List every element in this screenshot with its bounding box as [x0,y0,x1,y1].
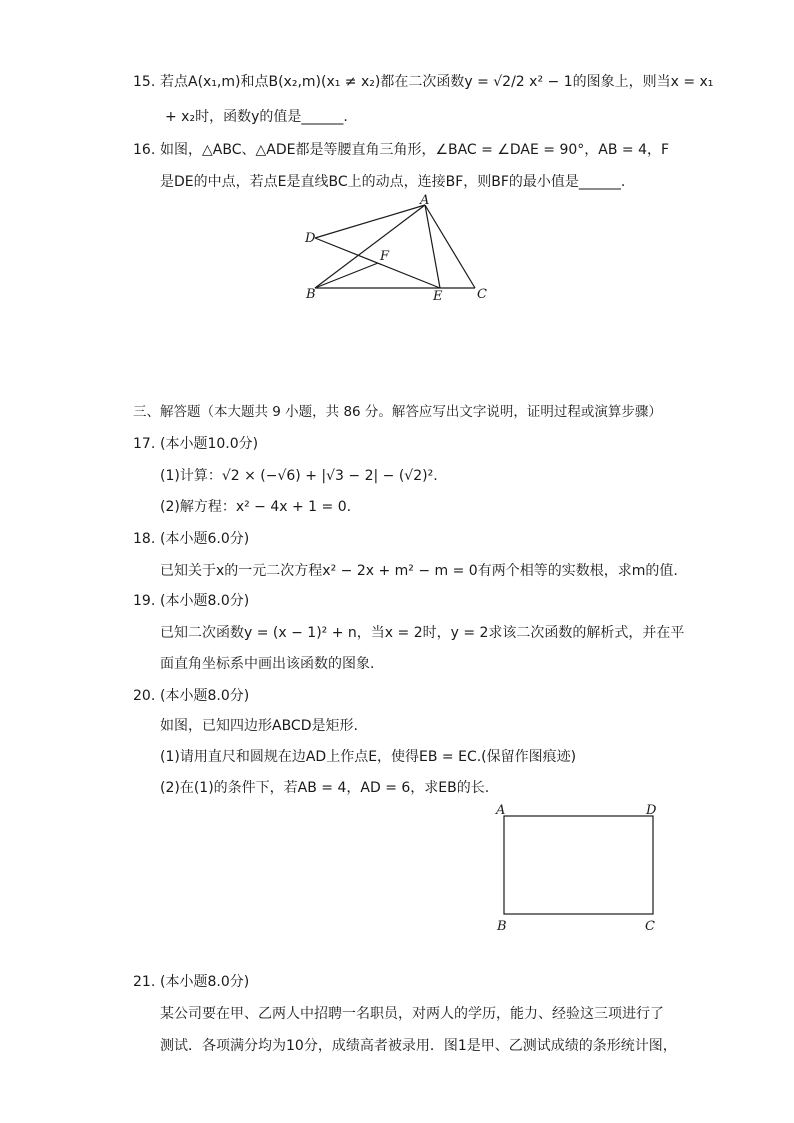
question-number: 15. [133,74,156,90]
label-D: D [305,231,316,246]
question-text: 如图，△ABC、△ADE都是等腰直角三角形，∠BAC = ∠DAE = 90°，AB = 4，F [160,142,670,158]
question-part: (1)请用直尺和圆规在边AD上作点E，使得EB = EC.(保留作图痕迹) [160,749,577,765]
question-text: 已知二次函数y = (x − 1)² + n，当x = 2时，y = 2求该二次函数的解析式，并在平 [160,625,685,641]
label-D: D [646,803,657,818]
question-score: (本小题8.0分) [160,688,250,704]
question-text: + x₂时，函数y的值是______. [165,109,348,125]
triangle-figure [300,192,500,307]
question-part: (2)在(1)的条件下，若AB = 4，AD = 6，求EB的长. [160,780,490,796]
question-score: (本小题6.0分) [160,531,250,547]
question-text: 某公司要在甲、乙两人中招聘一名职员，对两人的学历，能力、经验这三项进行了 [160,1006,664,1022]
question-number: 21. [133,974,156,990]
question-part: (2)解方程：x² − 4x + 1 = 0. [160,499,352,515]
question-score: (本小题10.0分) [160,436,259,452]
label-B: B [497,919,507,934]
question-part: (1)计算：√2 × (−√6) + |√3 − 2| − (√2)². [160,468,438,484]
question-number: 19. [133,593,156,609]
question-number: 20. [133,688,156,704]
label-A: A [496,803,506,818]
label-F: F [380,249,390,264]
label-C: C [645,919,655,934]
section-header: 三、解答题（本大题共 9 小题，共 86 分。解答应写出文字说明，证明过程或演算步骤） [133,404,662,420]
question-text: 面直角坐标系中画出该函数的图象. [160,656,375,672]
question-text: 是DE的中点，若点E是直线BC上的动点，连接BF，则BF的最小值是______. [160,174,626,190]
question-number: 17. [133,436,156,452]
question-text: 如图，已知四边形ABCD是矩形. [160,718,358,734]
question-text: 已知关于x的一元二次方程x² − 2x + m² − m = 0有两个相等的实数根，求m的值. [160,563,678,579]
question-score: (本小题8.0分) [160,593,250,609]
label-E: E [433,289,443,304]
question-score: (本小题8.0分) [160,974,250,990]
question-text: 测试．各项满分均为10分，成绩高者被录用．图1是甲、乙测试成绩的条形统计图， [160,1038,677,1054]
label-B: B [306,287,316,302]
label-A: A [420,193,430,208]
question-text: 若点A(x₁,m)和点B(x₂,m)(x₁ ≠ x₂)都在二次函数y = √2/2 x² − 1的图象上，则当x = x₁ [160,74,714,90]
label-C: C [477,287,487,302]
rectangle-figure [494,800,666,935]
question-number: 18. [133,531,156,547]
question-number: 16. [133,142,156,158]
